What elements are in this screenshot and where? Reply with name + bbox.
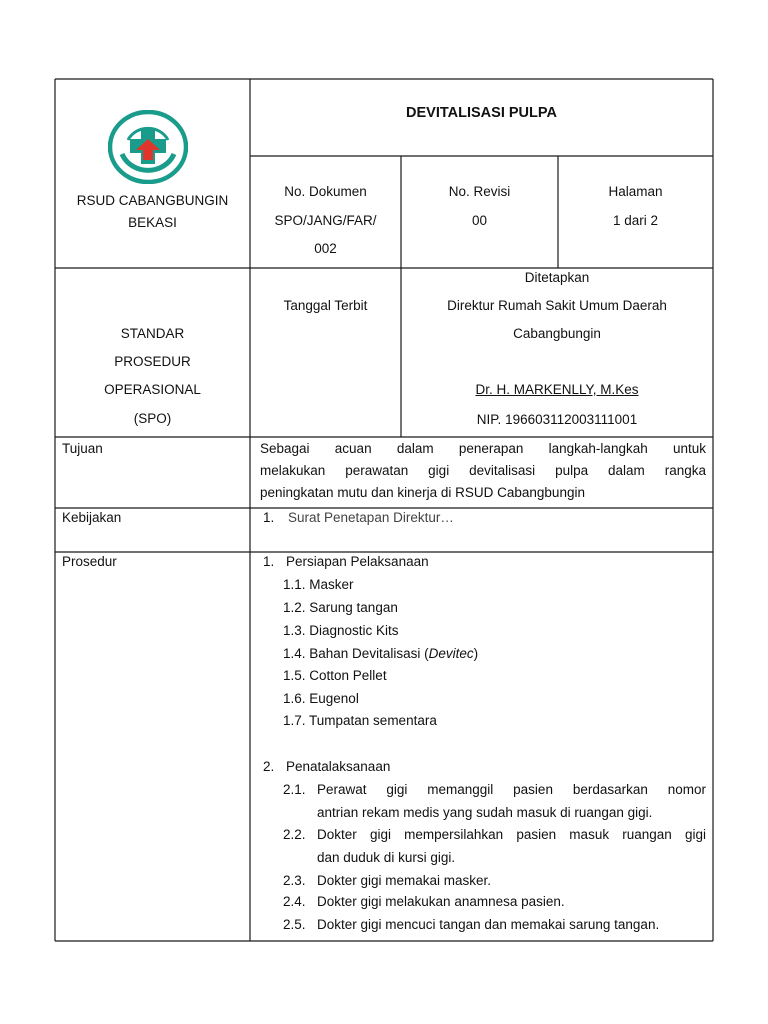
step-number: 2.1. bbox=[283, 782, 306, 797]
direktur-title-line-2: Cabangbungin bbox=[513, 326, 601, 341]
no-revisi-value: 00 bbox=[471, 213, 488, 228]
kebijakan-label: Kebijakan bbox=[62, 510, 122, 525]
spo-line-1: STANDAR bbox=[120, 326, 185, 341]
prep-item-prefix: 1.4. Bahan Devitalisasi ( bbox=[283, 646, 429, 661]
no-revisi-label: No. Revisi bbox=[448, 184, 511, 199]
step-number: 2.3. bbox=[283, 873, 306, 888]
prep-item: 1.7. Tumpatan sementara bbox=[283, 713, 437, 728]
tujuan-line-1: Sebagai acuan dalam penerapan langkah-langkah untuk bbox=[260, 441, 706, 456]
step-text: Perawat gigi memanggil pasien berdasarkan nomor bbox=[317, 782, 706, 797]
section-1-title: Persiapan Pelaksanaan bbox=[286, 554, 429, 569]
step-number: 2.5. bbox=[283, 917, 306, 932]
no-dokumen-label: No. Dokumen bbox=[284, 184, 367, 199]
step-number: 2.4. bbox=[283, 894, 306, 909]
step-text: Dokter gigi melakukan anamnesa pasien. bbox=[317, 894, 565, 909]
document-title: DEVITALISASI PULPA bbox=[406, 105, 557, 121]
step-number: 2.2. bbox=[283, 827, 306, 842]
step-text-cont: antrian rekam medis yang sudah masuk di ruangan gigi. bbox=[317, 805, 653, 820]
prep-item-suffix: ) bbox=[473, 646, 479, 661]
spo-line-3: OPERASIONAL bbox=[104, 382, 201, 397]
prep-item-italic: Devitec bbox=[428, 646, 474, 661]
prep-item: 1.5. Cotton Pellet bbox=[283, 668, 387, 683]
step-text: Dokter gigi mempersilahkan pasien masuk ruangan gigi bbox=[317, 827, 706, 842]
prep-item-devitec bbox=[283, 646, 478, 661]
spo-line-4: (SPO) bbox=[133, 411, 172, 426]
section-2-number: 2. bbox=[263, 759, 275, 774]
spo-line-2: PROSEDUR bbox=[114, 354, 191, 369]
prep-item: 1.1. Masker bbox=[283, 577, 354, 592]
kebijakan-number: 1. bbox=[263, 510, 275, 525]
hospital-city: BEKASI bbox=[128, 215, 177, 230]
no-dokumen-value-2: 002 bbox=[314, 241, 337, 256]
prep-item: 1.2. Sarung tangan bbox=[283, 600, 398, 615]
tanggal-terbit-label: Tanggal Terbit bbox=[283, 298, 368, 313]
hospital-name: RSUD CABANGBUNGIN bbox=[76, 193, 229, 208]
kebijakan-text: Surat Penetapan Direktur… bbox=[288, 510, 454, 525]
hospital-logo bbox=[108, 110, 188, 184]
director-name: Dr. H. MARKENLLY, M.Kes bbox=[475, 382, 639, 397]
ditetapkan-label: Ditetapkan bbox=[524, 270, 590, 285]
no-dokumen-value: SPO/JANG/FAR/ bbox=[274, 213, 377, 228]
step-text: Dokter gigi memakai masker. bbox=[317, 873, 492, 888]
tujuan-line-3: peningkatan mutu dan kinerja di RSUD Cabangbungin bbox=[260, 485, 585, 500]
prosedur-label: Prosedur bbox=[62, 554, 117, 569]
step-text-cont: dan duduk di kursi gigi. bbox=[317, 850, 456, 865]
section-1-number: 1. bbox=[263, 554, 275, 569]
director-nip: NIP. 196603112003111001 bbox=[476, 412, 638, 427]
halaman-value: 1 dari 2 bbox=[612, 213, 659, 228]
halaman-label: Halaman bbox=[608, 184, 663, 199]
step-text: Dokter gigi mencuci tangan dan memakai sarung tangan. bbox=[317, 917, 660, 932]
tujuan-line-2: melakukan perawatan gigi devitalisasi pulpa dalam rangka bbox=[260, 463, 706, 478]
section-2-title: Penatalaksanaan bbox=[286, 759, 391, 774]
prep-item: 1.6. Eugenol bbox=[283, 691, 359, 706]
tujuan-label: Tujuan bbox=[62, 441, 103, 456]
prep-item: 1.3. Diagnostic Kits bbox=[283, 623, 399, 638]
direktur-title-line-1: Direktur Rumah Sakit Umum Daerah bbox=[447, 298, 667, 313]
